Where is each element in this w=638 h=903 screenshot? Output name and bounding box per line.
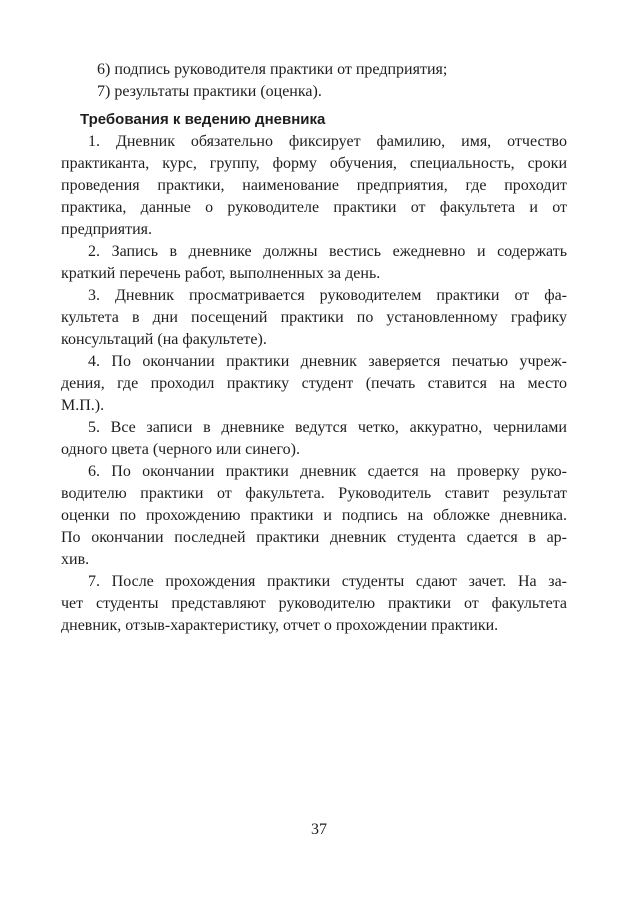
list-item bbox=[61, 59, 567, 81]
text-line: практика, данные о руководителе практики от факультета и от bbox=[61, 199, 567, 216]
text-line: дения, где проходил практику студент (печать ставится на место bbox=[61, 375, 567, 392]
text-line: 4. По окончании практики дневник заверяется печатью учреж- bbox=[88, 353, 567, 370]
text-line: 6. По окончании практики дневник сдается на проверку руко- bbox=[88, 463, 567, 480]
text-line: практиканта, курс, группу, форму обучения, специальность, сроки bbox=[61, 155, 567, 172]
text-line: культета в дни посещений практики по установленному графику bbox=[61, 309, 567, 326]
text-line: консультаций (на факультете). bbox=[61, 331, 267, 348]
text-line: 1. Дневник обязательно фиксирует фамилию, имя, отчество bbox=[88, 133, 567, 150]
paragraph bbox=[61, 417, 567, 461]
text-line: оценки по прохождению практики и подпись на обложке дневника. bbox=[61, 507, 567, 524]
paragraph bbox=[61, 461, 567, 571]
paragraph bbox=[61, 131, 567, 241]
page-content bbox=[61, 59, 567, 637]
text-line: одного цвета (черного или синего). bbox=[61, 441, 300, 458]
text-line: 3. Дневник просматривается руководителем практики от фа- bbox=[88, 287, 567, 304]
paragraph bbox=[61, 241, 567, 285]
text-line: 5. Все записи в дневнике ведутся четко, аккуратно, чернилами bbox=[88, 419, 567, 436]
text-line: 2. Запись в дневнике должны вестись ежедневно и содержать bbox=[88, 243, 567, 260]
text-line: По окончании последней практики дневник студента сдается в ар- bbox=[61, 529, 567, 546]
paragraph bbox=[61, 351, 567, 417]
text-line: М.П.). bbox=[61, 397, 105, 414]
text-line: хив. bbox=[61, 551, 90, 568]
page-number: 37 bbox=[311, 821, 327, 838]
text-line: краткий перечень работ, выполненных за день. bbox=[61, 265, 381, 282]
paragraph bbox=[61, 285, 567, 351]
text-line: чет студенты представляют руководителю практики от факультета bbox=[61, 595, 567, 612]
text-line: дневник, отзыв-характеристику, отчет о прохождении практики. bbox=[61, 617, 499, 634]
section-heading bbox=[61, 109, 567, 131]
paragraph bbox=[61, 571, 567, 637]
text-line: 7) результаты практики (оценка). bbox=[97, 83, 322, 100]
text-line: 7. После прохождения практики студенты сдают зачет. На за- bbox=[88, 573, 567, 590]
text-line: предприятия. bbox=[61, 221, 152, 238]
text-line: проведения практики, наименование предприятия, где проходит bbox=[61, 177, 567, 194]
text-line: водителю практики от факультета. Руководитель ставит результат bbox=[61, 485, 567, 502]
text-line: 6) подпись руководителя практики от предприятия; bbox=[97, 61, 448, 78]
text-line: Требования к ведению дневника bbox=[80, 111, 326, 128]
list-item bbox=[61, 81, 567, 103]
